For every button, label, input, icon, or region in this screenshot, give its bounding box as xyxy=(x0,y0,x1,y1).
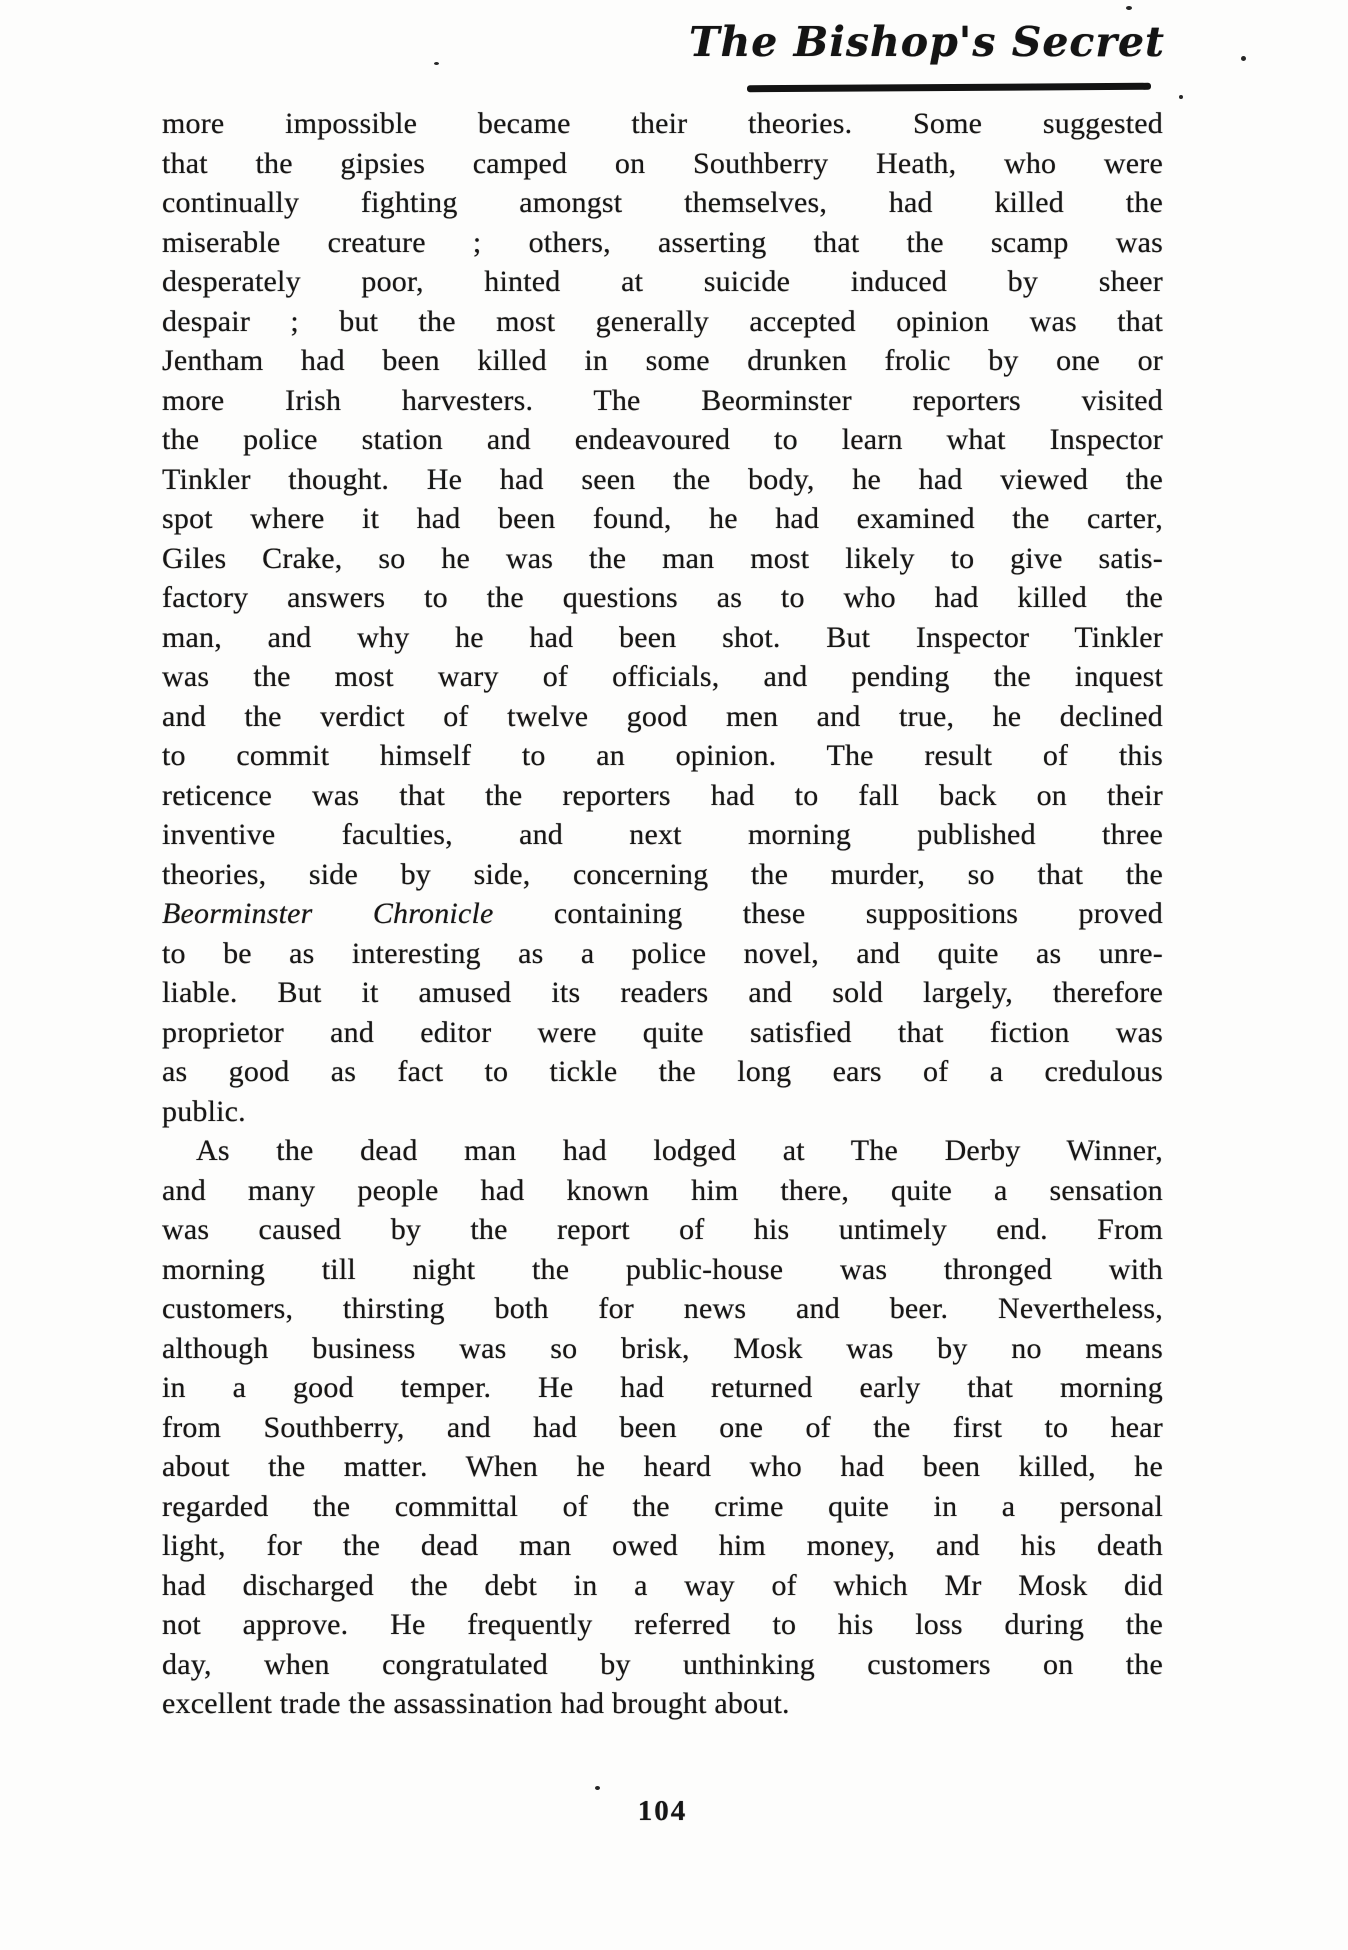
body-text-block xyxy=(162,104,1163,1724)
text-line: to commit himself to an opinion. The result of this xyxy=(162,739,1163,772)
text-line: excellent trade the assassination had brought about. xyxy=(162,1687,790,1720)
text-line: not approve. He frequently referred to his loss during the xyxy=(162,1608,1163,1641)
text-line: spot where it had been found, he had examined the carter, xyxy=(162,502,1163,535)
text-line: more Irish harvesters. The Beorminster reporters visited xyxy=(162,383,1163,417)
text-line: day, when congratulated by unthinking customers on the xyxy=(162,1647,1163,1681)
text-line: more impossible became their theories. Some suggested xyxy=(162,107,1163,140)
text-line: Tinkler thought. He had seen the body, he had viewed the xyxy=(162,462,1163,496)
text-line: the police station and endeavoured to learn what Inspector xyxy=(162,423,1163,456)
ink-speck xyxy=(434,62,439,65)
text-line: although business was so brisk, Mosk was by no means xyxy=(162,1331,1163,1365)
text-line: factory answers to the questions as to who had killed the xyxy=(162,581,1163,614)
text-line: liable. But it amused its readers and sold largely, therefore xyxy=(162,976,1163,1009)
text-line: regarded the committal of the crime quite in a personal xyxy=(162,1489,1163,1523)
ink-speck xyxy=(1179,95,1183,99)
text-line: and the verdict of twelve good men and true, he declined xyxy=(162,699,1163,733)
text-line: Giles Crake, so he was the man most likely to give satis- xyxy=(162,541,1163,575)
header-underline-rule xyxy=(747,83,1151,92)
ink-speck xyxy=(1126,6,1132,10)
page-number: 104 xyxy=(637,1795,688,1827)
ink-speck xyxy=(595,1786,600,1790)
text-line: despair ; but the most generally accepted opinion was that xyxy=(162,304,1163,338)
text-line: and many people had known him there, quite a sensation xyxy=(162,1173,1163,1207)
text-line: customers, thirsting both for news and beer. Nevertheless, xyxy=(162,1292,1163,1325)
text-line-paragraph-start: As the dead man had lodged at The Derby Winner, xyxy=(196,1134,1163,1167)
text-line: inventive faculties, and next morning published three xyxy=(162,818,1163,851)
text-line: desperately poor, hinted at suicide induced by sheer xyxy=(162,265,1163,298)
text-line: man, and why he had been shot. But Inspector Tinkler xyxy=(162,620,1163,654)
text-line-with-book-title xyxy=(162,894,1163,934)
text-line: light, for the dead man owed him money, and his death xyxy=(162,1529,1163,1562)
text-line-rest: containing these suppositions proved xyxy=(493,897,1164,930)
text-line: to be as interesting as a police novel, and quite as unre- xyxy=(162,936,1163,970)
running-header-title: The Bishop's Secret xyxy=(688,18,1165,66)
text-line: about the matter. When he heard who had been killed, he xyxy=(162,1450,1163,1483)
text-line: in a good temper. He had returned early that morning xyxy=(162,1371,1163,1404)
text-line: from Southberry, and had been one of the first to hear xyxy=(162,1410,1163,1444)
ink-speck xyxy=(1241,56,1246,61)
text-line: as good as fact to tickle the long ears of a credulous xyxy=(162,1055,1163,1088)
text-line: miserable creature ; others, asserting that the scamp was xyxy=(162,225,1163,259)
text-line: Jentham had been killed in some drunken frolic by one or xyxy=(162,344,1163,377)
text-line: morning till night the public-house was thronged with xyxy=(162,1252,1163,1286)
text-line: theories, side by side, concerning the murder, so that the xyxy=(162,857,1163,891)
text-line: reticence was that the reporters had to fall back on their xyxy=(162,778,1163,812)
text-line: was caused by the report of his untimely end. From xyxy=(162,1213,1163,1246)
text-line: public. xyxy=(162,1094,246,1128)
book-title-italic: Beorminster Chronicle xyxy=(162,897,494,930)
text-line: was the most wary of officials, and pending the inquest xyxy=(162,660,1163,693)
text-line: that the gipsies camped on Southberry Heath, who were xyxy=(162,146,1163,180)
text-line: continually fighting amongst themselves, had killed the xyxy=(162,186,1163,219)
text-line: had discharged the debt in a way of which Mr Mosk did xyxy=(162,1568,1163,1602)
text-line: proprietor and editor were quite satisfied that fiction was xyxy=(162,1015,1163,1049)
